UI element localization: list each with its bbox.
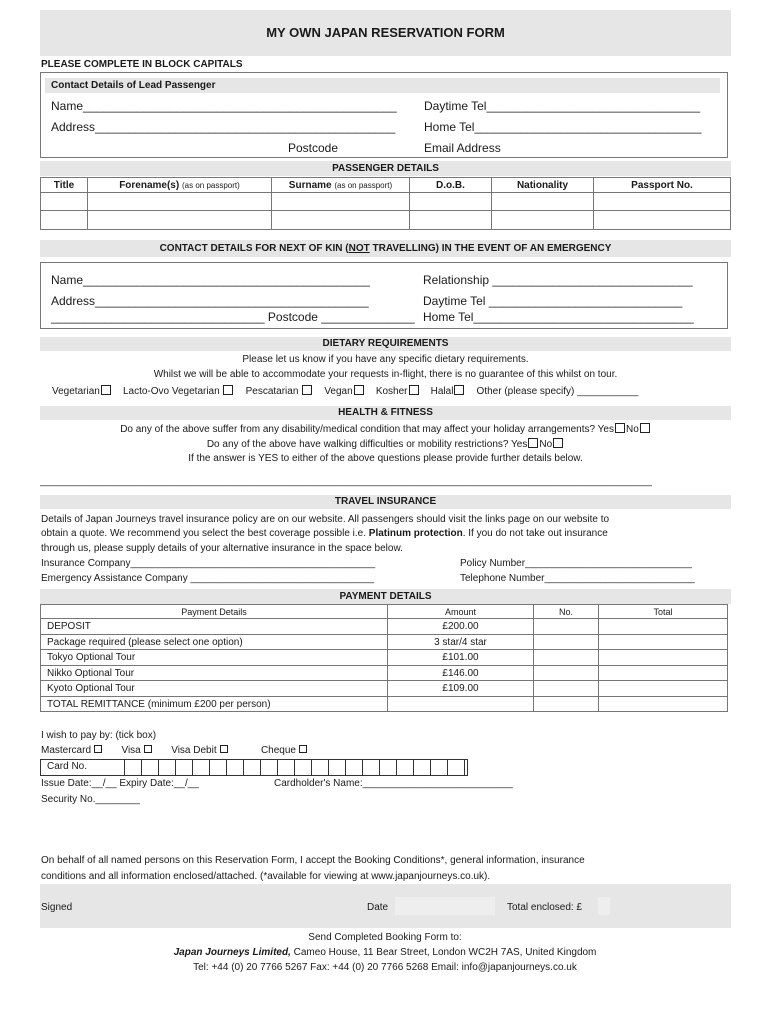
card-digit-divider[interactable] xyxy=(362,759,363,776)
payment-amount: £146.00 xyxy=(388,666,534,681)
card-digit-divider[interactable] xyxy=(464,759,465,776)
passenger-cell[interactable] xyxy=(410,211,492,230)
option-lacto-ovo: Lacto-Ovo Vegetarian xyxy=(122,386,220,397)
insurance-text-1: Details of Japan Journeys travel insurance policy are on our website. All passengers should visit the links page on our website to xyxy=(41,514,610,525)
passenger-cell[interactable] xyxy=(41,193,88,211)
date-field[interactable] xyxy=(395,897,495,915)
option-halal: Halal xyxy=(430,386,454,397)
lead-home-tel-field[interactable]: Home Tel__________________________________ xyxy=(424,120,702,134)
footer-address: Japan Journeys Limited, Cameo House, 11 Bear Street, London WC2H 7AS, United Kingdom xyxy=(173,947,597,958)
dietary-line-1: Please let us know if you have any specific dietary requirements. xyxy=(242,354,529,365)
card-digit-divider[interactable] xyxy=(277,759,278,776)
option-vegan: Vegan xyxy=(324,386,353,397)
visa-debit-checkbox[interactable] xyxy=(220,745,228,753)
kin-name-field[interactable]: Name___________________________________________ xyxy=(51,273,370,287)
pay-method-options xyxy=(41,745,307,756)
insurance-company-field[interactable]: Insurance Company____________________________________________ xyxy=(41,558,376,569)
policy-number-field[interactable]: Policy Number______________________________ xyxy=(460,558,692,569)
payment-total-cell[interactable] xyxy=(599,650,728,666)
payment-no-cell[interactable] xyxy=(534,697,599,712)
col-passport: Passport No. xyxy=(594,178,731,193)
footer-send-to: Send Completed Booking Form to: xyxy=(308,932,462,943)
form-title: MY OWN JAPAN RESERVATION FORM xyxy=(266,25,505,40)
card-number-box xyxy=(40,759,468,776)
health-q2-no-checkbox[interactable] xyxy=(553,438,563,448)
passenger-cell[interactable] xyxy=(41,211,88,230)
col-payment-details: Payment Details xyxy=(41,605,388,619)
health-question-3: If the answer is YES to either of the above questions please provide further details below. xyxy=(188,453,583,464)
card-digit-divider[interactable] xyxy=(311,759,312,776)
lead-postcode-label[interactable]: Postcode xyxy=(288,141,339,155)
payment-amount: £200.00 xyxy=(388,619,534,635)
lead-address-field[interactable]: Address_____________________________________________ xyxy=(51,120,396,134)
health-q2-yes-checkbox[interactable] xyxy=(528,438,538,448)
pescatarian-checkbox[interactable] xyxy=(302,385,312,395)
kin-relationship-field[interactable]: Relationship ______________________________ xyxy=(423,273,693,287)
kin-address-field[interactable]: Address_________________________________________ xyxy=(51,294,369,308)
payment-label: DEPOSIT xyxy=(41,619,388,635)
kin-home-tel-field[interactable]: Home Tel_________________________________ xyxy=(423,310,694,324)
card-digit-divider[interactable] xyxy=(158,759,159,776)
health-question-2: Do any of the above have walking difficulties or mobility restrictions? Yes No xyxy=(40,438,731,450)
lead-daytime-tel-field[interactable]: Daytime Tel________________________________ xyxy=(424,99,701,113)
card-digit-divider[interactable] xyxy=(226,759,227,776)
option-vegetarian: Vegetarian xyxy=(52,386,100,397)
card-digit-divider[interactable] xyxy=(294,759,295,776)
passenger-cell[interactable] xyxy=(594,193,731,211)
payment-row xyxy=(41,697,728,712)
payment-amount: £109.00 xyxy=(388,681,534,697)
payment-label: Package required (please select one option) xyxy=(41,635,388,650)
card-digit-divider[interactable] xyxy=(209,759,210,776)
passenger-cell[interactable] xyxy=(410,193,492,211)
passenger-cell[interactable] xyxy=(88,193,272,211)
cheque-label: Cheque xyxy=(260,745,296,756)
payment-no-cell[interactable] xyxy=(534,619,599,635)
dietary-line-2: Whilst we will be able to accommodate your requests in-flight, there is no guarantee of this whilst on tour. xyxy=(153,369,618,380)
passenger-heading: PASSENGER DETAILS xyxy=(332,163,439,174)
payment-row xyxy=(41,635,728,650)
visa-debit-label: Visa Debit xyxy=(171,745,217,756)
mastercard-checkbox[interactable] xyxy=(94,745,102,753)
health-q1-yes-checkbox[interactable] xyxy=(615,423,625,433)
col-nationality: Nationality xyxy=(492,178,594,193)
footer-contact: Tel: +44 (0) 20 7766 5267 Fax: +44 (0) 20 7766 5268 Email: info@japanjourneys.co.uk xyxy=(193,962,577,973)
payment-total-cell[interactable] xyxy=(599,697,728,712)
lacto-ovo-checkbox[interactable] xyxy=(223,385,233,395)
payment-heading: PAYMENT DETAILS xyxy=(339,591,432,602)
lead-name-field[interactable]: Name_______________________________________________ xyxy=(51,99,397,113)
card-digit-divider[interactable] xyxy=(379,759,380,776)
block-capitals-instruction: PLEASE COMPLETE IN BLOCK CAPITALS xyxy=(41,59,243,70)
payment-no-cell[interactable] xyxy=(534,650,599,666)
health-question-1: Do any of the above suffer from any disability/medical condition that may affect your holiday arrangements? Yes No xyxy=(40,423,731,435)
total-enclosed-field[interactable] xyxy=(598,897,610,915)
payment-table xyxy=(40,604,728,712)
health-details-line[interactable]: ______________________________________________________________________________________________________________ xyxy=(40,476,652,487)
payment-row xyxy=(41,619,728,635)
payment-no-cell[interactable] xyxy=(534,666,599,681)
visa-checkbox[interactable] xyxy=(144,745,152,753)
lead-email-field[interactable]: Email Address xyxy=(424,141,501,155)
vegan-checkbox[interactable] xyxy=(354,385,364,395)
payment-amount xyxy=(388,697,534,712)
payment-label: Nikko Optional Tour xyxy=(41,666,388,681)
card-digit-divider[interactable] xyxy=(328,759,329,776)
insurance-text-2: obtain a quote. We recommend you select the best coverage possible i.e. Platinum protection. If you do not take out insurance xyxy=(41,528,608,539)
insurance-text-3: through us, please supply details of your alternative insurance in the space below. xyxy=(41,543,403,554)
col-surname: Surname (as on passport) xyxy=(272,178,410,193)
dietary-heading: DIETARY REQUIREMENTS xyxy=(322,338,449,349)
vegetarian-checkbox[interactable] xyxy=(101,385,111,395)
passenger-row[interactable] xyxy=(41,211,731,230)
card-number-label: Card No. xyxy=(47,761,88,772)
option-other[interactable]: Other (please specify) ___________ xyxy=(476,386,639,397)
health-q1-no-checkbox[interactable] xyxy=(640,423,650,433)
cheque-checkbox[interactable] xyxy=(299,745,307,753)
passenger-row[interactable] xyxy=(41,193,731,211)
card-digit-divider[interactable] xyxy=(175,759,176,776)
payment-row xyxy=(41,650,728,666)
payment-label: TOTAL REMITTANCE (minimum £200 per person) xyxy=(41,697,388,712)
card-digit-divider[interactable] xyxy=(345,759,346,776)
health-heading: HEALTH & FITNESS xyxy=(338,407,433,418)
payment-total-cell[interactable] xyxy=(599,619,728,635)
issue-expiry-field[interactable]: Issue Date:__/__ Expiry Date:__/__ xyxy=(41,778,199,789)
col-forename: Forename(s) (as on passport) xyxy=(88,178,272,193)
kin-heading: CONTACT DETAILS FOR NEXT OF KIN (NOT TRAVELLING) IN THE EVENT OF AN EMERGENCY xyxy=(159,243,612,254)
emergency-company-field[interactable]: Emergency Assistance Company _________________________________ xyxy=(41,573,375,584)
passenger-cell[interactable] xyxy=(594,211,731,230)
payment-label: Kyoto Optional Tour xyxy=(41,681,388,697)
col-total: Total xyxy=(599,605,728,619)
payment-amount: 3 star/4 star xyxy=(388,635,534,650)
halal-checkbox[interactable] xyxy=(454,385,464,395)
total-enclosed-label[interactable]: Total enclosed: £ xyxy=(507,902,583,913)
payment-no-cell[interactable] xyxy=(534,681,599,697)
declaration-line-2: conditions and all information enclosed/attached. (*available for viewing at www.japanjourneys.co.uk). xyxy=(41,871,491,882)
date-label[interactable]: Date xyxy=(367,902,389,913)
mastercard-label: Mastercard xyxy=(41,745,92,756)
payment-total-cell[interactable] xyxy=(599,635,728,650)
cardholder-name-field[interactable]: Cardholder's Name:___________________________ xyxy=(274,778,513,789)
card-digit-divider[interactable] xyxy=(124,759,125,776)
card-digit-divider[interactable] xyxy=(260,759,261,776)
declaration-line-1: On behalf of all named persons on this Reservation Form, I accept the Booking Conditions*, general information, insurance xyxy=(41,855,585,866)
passenger-cell[interactable] xyxy=(492,211,594,230)
passenger-table xyxy=(40,177,731,230)
option-pescatarian: Pescatarian xyxy=(245,386,299,397)
insurance-heading: TRAVEL INSURANCE xyxy=(334,496,437,507)
option-kosher: Kosher xyxy=(375,386,408,397)
passenger-cell[interactable] xyxy=(492,193,594,211)
lead-heading: Contact Details of Lead Passenger xyxy=(51,80,216,91)
card-digit-divider[interactable] xyxy=(192,759,193,776)
col-amount: Amount xyxy=(388,605,534,619)
col-dob: D.o.B. xyxy=(410,178,492,193)
payment-row xyxy=(41,681,728,697)
card-digit-divider[interactable] xyxy=(413,759,414,776)
dietary-options xyxy=(52,385,638,397)
passenger-cell[interactable] xyxy=(272,193,410,211)
telephone-number-field[interactable]: Telephone Number___________________________ xyxy=(460,573,695,584)
payment-label: Tokyo Optional Tour xyxy=(41,650,388,666)
card-digit-divider[interactable] xyxy=(243,759,244,776)
security-number-field[interactable]: Security No.________ xyxy=(41,794,140,805)
payment-total-cell[interactable] xyxy=(599,681,728,697)
kosher-checkbox[interactable] xyxy=(409,385,419,395)
kin-daytime-tel-field[interactable]: Daytime Tel _____________________________ xyxy=(423,294,683,308)
signed-label[interactable]: Signed xyxy=(41,902,73,913)
passenger-cell[interactable] xyxy=(88,211,272,230)
payment-row xyxy=(41,666,728,681)
payment-total-cell[interactable] xyxy=(599,666,728,681)
card-digit-divider[interactable] xyxy=(396,759,397,776)
card-digit-divider[interactable] xyxy=(447,759,448,776)
col-no: No. xyxy=(534,605,599,619)
card-digit-divider[interactable] xyxy=(141,759,142,776)
pay-by-intro: I wish to pay by: (tick box) xyxy=(41,730,157,741)
passenger-cell[interactable] xyxy=(272,211,410,230)
payment-amount: £101.00 xyxy=(388,650,534,666)
payment-no-cell[interactable] xyxy=(534,635,599,650)
card-digit-divider[interactable] xyxy=(430,759,431,776)
kin-postcode-field[interactable]: ________________________________ Postcode ______________ xyxy=(51,310,415,324)
visa-label: Visa xyxy=(121,745,141,756)
col-title: Title xyxy=(41,178,88,193)
